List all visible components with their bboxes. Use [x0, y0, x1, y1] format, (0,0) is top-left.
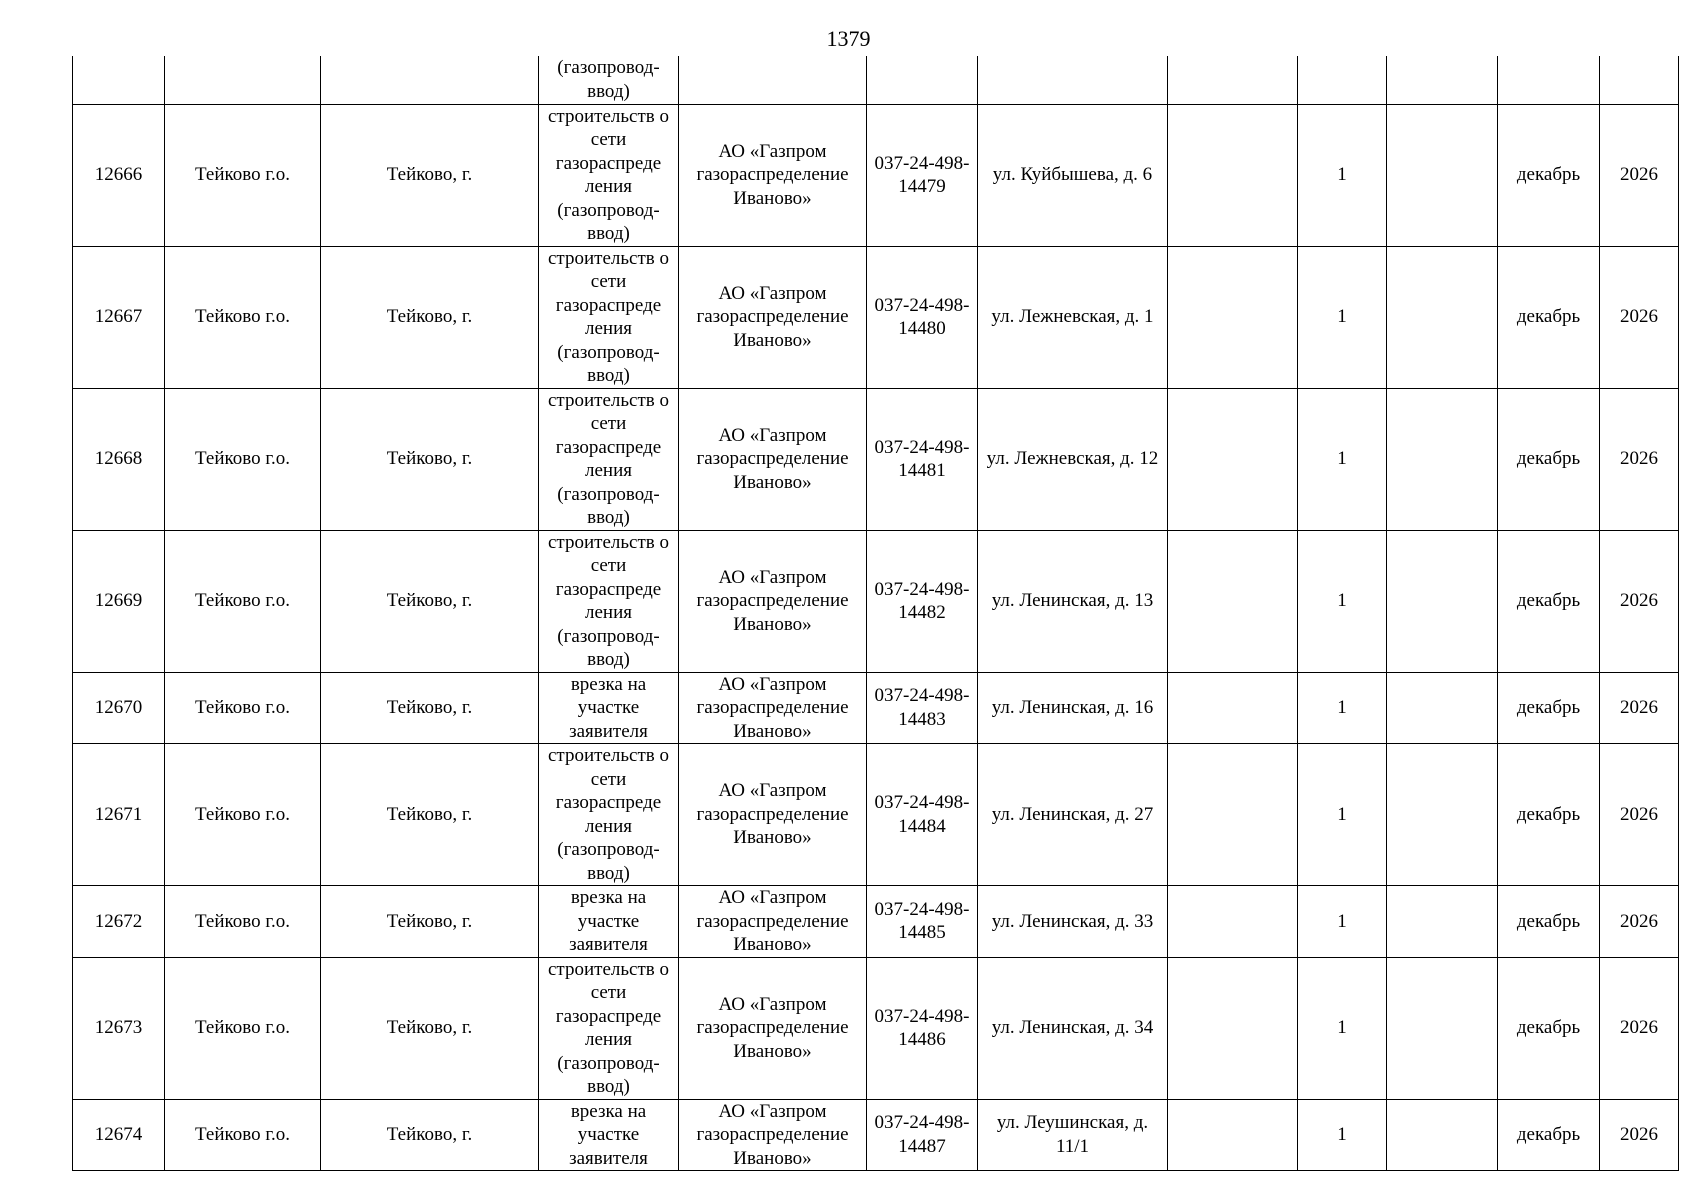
cell-count: 1	[1298, 672, 1387, 744]
cell-company: АО «Газпром газораспределение Иваново»	[679, 744, 867, 886]
cell-id: 12670	[73, 672, 165, 744]
cell-col10	[1387, 246, 1498, 388]
cell-count: 1	[1298, 744, 1387, 886]
cell-address: ул. Куйбышева, д. 6	[978, 104, 1168, 246]
cell-code: 037-24-498-14483	[867, 672, 978, 744]
cell-company: АО «Газпром газораспределение Иваново»	[679, 957, 867, 1099]
cell-work-type: врезка на участке заявителя	[539, 886, 679, 958]
cell-address: ул. Ленинская, д. 27	[978, 744, 1168, 886]
cell-work-type: строительств о сети газораспреде ления (газопровод-ввод)	[539, 957, 679, 1099]
cell-col8	[1168, 530, 1298, 672]
cell-locality: Тейково, г.	[321, 530, 539, 672]
cell-address: ул. Ленинская, д. 13	[978, 530, 1168, 672]
cell-locality: Тейково, г.	[321, 672, 539, 744]
cell-locality: Тейково, г.	[321, 1099, 539, 1171]
cell-col10	[1387, 530, 1498, 672]
cell-locality: Тейково, г.	[321, 246, 539, 388]
cell-year: 2026	[1600, 957, 1679, 1099]
cell-code: 037-24-498-14484	[867, 744, 978, 886]
cell-col10	[1387, 744, 1498, 886]
table-row	[73, 1099, 1679, 1171]
cell-locality: Тейково, г.	[321, 744, 539, 886]
cell-count: 1	[1298, 246, 1387, 388]
cell-col8	[1168, 104, 1298, 246]
cell-month: декабрь	[1498, 530, 1600, 672]
cell-col8	[1168, 886, 1298, 958]
page-number: 1379	[826, 26, 871, 51]
cell-locality: Тейково, г.	[321, 957, 539, 1099]
cell-work-type: строительств о сети газораспреде ления (газопровод-ввод)	[539, 104, 679, 246]
cell-work-type: (газопровод- ввод)	[539, 56, 679, 104]
cell-company	[679, 56, 867, 104]
cell-district: Тейково г.о.	[165, 886, 321, 958]
cell-code: 037-24-498-14479	[867, 104, 978, 246]
cell-col10	[1387, 388, 1498, 530]
cell-month	[1498, 56, 1600, 104]
cell-count: 1	[1298, 886, 1387, 958]
table-row	[73, 672, 1679, 744]
cell-month: декабрь	[1498, 672, 1600, 744]
cell-col8	[1168, 56, 1298, 104]
cell-company: АО «Газпром газораспределение Иваново»	[679, 886, 867, 958]
cell-district: Тейково г.о.	[165, 1099, 321, 1171]
cell-id: 12668	[73, 388, 165, 530]
cell-work-type: строительств о сети газораспреде ления (газопровод-ввод)	[539, 388, 679, 530]
table-row	[73, 388, 1679, 530]
cell-year: 2026	[1600, 886, 1679, 958]
cell-address: ул. Ленинская, д. 33	[978, 886, 1168, 958]
cell-year: 2026	[1600, 1099, 1679, 1171]
cell-id	[73, 56, 165, 104]
cell-col10	[1387, 957, 1498, 1099]
cell-code: 037-24-498-14480	[867, 246, 978, 388]
cell-year	[1600, 56, 1679, 104]
cell-id: 12667	[73, 246, 165, 388]
cell-district: Тейково г.о.	[165, 957, 321, 1099]
cell-work-type: врезка на участке заявителя	[539, 1099, 679, 1171]
cell-year: 2026	[1600, 530, 1679, 672]
cell-locality	[321, 56, 539, 104]
cell-id: 12674	[73, 1099, 165, 1171]
cell-district: Тейково г.о.	[165, 388, 321, 530]
cell-code: 037-24-498-14481	[867, 388, 978, 530]
cell-address: ул. Ленинская, д. 34	[978, 957, 1168, 1099]
table-row	[73, 886, 1679, 958]
table-row	[73, 530, 1679, 672]
cell-id: 12671	[73, 744, 165, 886]
cell-id: 12669	[73, 530, 165, 672]
cell-count	[1298, 56, 1387, 104]
cell-col10	[1387, 1099, 1498, 1171]
cell-locality: Тейково, г.	[321, 104, 539, 246]
cell-address	[978, 56, 1168, 104]
cell-col8	[1168, 744, 1298, 886]
cell-col8	[1168, 1099, 1298, 1171]
cell-col10	[1387, 886, 1498, 958]
cell-year: 2026	[1600, 388, 1679, 530]
cell-district: Тейково г.о.	[165, 530, 321, 672]
cell-address: ул. Ленинская, д. 16	[978, 672, 1168, 744]
cell-col10	[1387, 672, 1498, 744]
cell-work-type: строительств о сети газораспреде ления (газопровод-ввод)	[539, 246, 679, 388]
cell-id: 12672	[73, 886, 165, 958]
table-row	[73, 104, 1679, 246]
cell-code	[867, 56, 978, 104]
cell-id: 12666	[73, 104, 165, 246]
cell-district: Тейково г.о.	[165, 104, 321, 246]
cell-count: 1	[1298, 388, 1387, 530]
cell-code: 037-24-498-14486	[867, 957, 978, 1099]
cell-year: 2026	[1600, 672, 1679, 744]
table-row	[73, 957, 1679, 1099]
cell-id: 12673	[73, 957, 165, 1099]
cell-month: декабрь	[1498, 886, 1600, 958]
cell-district: Тейково г.о.	[165, 246, 321, 388]
cell-count: 1	[1298, 530, 1387, 672]
table-row-continuation	[73, 56, 1679, 104]
cell-month: декабрь	[1498, 957, 1600, 1099]
cell-district: Тейково г.о.	[165, 672, 321, 744]
cell-address: ул. Лежневская, д. 12	[978, 388, 1168, 530]
cell-locality: Тейково, г.	[321, 388, 539, 530]
cell-month: декабрь	[1498, 246, 1600, 388]
cell-col8	[1168, 957, 1298, 1099]
cell-address: ул. Лежневская, д. 1	[978, 246, 1168, 388]
cell-company: АО «Газпром газораспределение Иваново»	[679, 530, 867, 672]
cell-code: 037-24-498-14482	[867, 530, 978, 672]
table-row	[73, 246, 1679, 388]
cell-count: 1	[1298, 1099, 1387, 1171]
cell-company: АО «Газпром газораспределение Иваново»	[679, 672, 867, 744]
cell-address: ул. Леушинская, д. 11/1	[978, 1099, 1168, 1171]
cell-col8	[1168, 246, 1298, 388]
cell-code: 037-24-498-14485	[867, 886, 978, 958]
cell-company: АО «Газпром газораспределение Иваново»	[679, 246, 867, 388]
cell-month: декабрь	[1498, 388, 1600, 530]
cell-col8	[1168, 672, 1298, 744]
cell-year: 2026	[1600, 246, 1679, 388]
cell-code: 037-24-498-14487	[867, 1099, 978, 1171]
cell-year: 2026	[1600, 104, 1679, 246]
cell-year: 2026	[1600, 744, 1679, 886]
cell-col8	[1168, 388, 1298, 530]
cell-company: АО «Газпром газораспределение Иваново»	[679, 388, 867, 530]
cell-month: декабрь	[1498, 1099, 1600, 1171]
cell-district: Тейково г.о.	[165, 744, 321, 886]
cell-company: АО «Газпром газораспределение Иваново»	[679, 1099, 867, 1171]
cell-count: 1	[1298, 104, 1387, 246]
cell-month: декабрь	[1498, 744, 1600, 886]
cell-company: АО «Газпром газораспределение Иваново»	[679, 104, 867, 246]
cell-work-type: врезка на участке заявителя	[539, 672, 679, 744]
cell-work-type: строительств о сети газораспреде ления (газопровод-ввод)	[539, 744, 679, 886]
registry-table	[72, 56, 1679, 1171]
table-row	[73, 744, 1679, 886]
table-body	[73, 56, 1679, 1171]
cell-col10	[1387, 104, 1498, 246]
cell-work-type: строительств о сети газораспреде ления (газопровод-ввод)	[539, 530, 679, 672]
cell-locality: Тейково, г.	[321, 886, 539, 958]
cell-district	[165, 56, 321, 104]
cell-month: декабрь	[1498, 104, 1600, 246]
cell-count: 1	[1298, 957, 1387, 1099]
cell-col10	[1387, 56, 1498, 104]
